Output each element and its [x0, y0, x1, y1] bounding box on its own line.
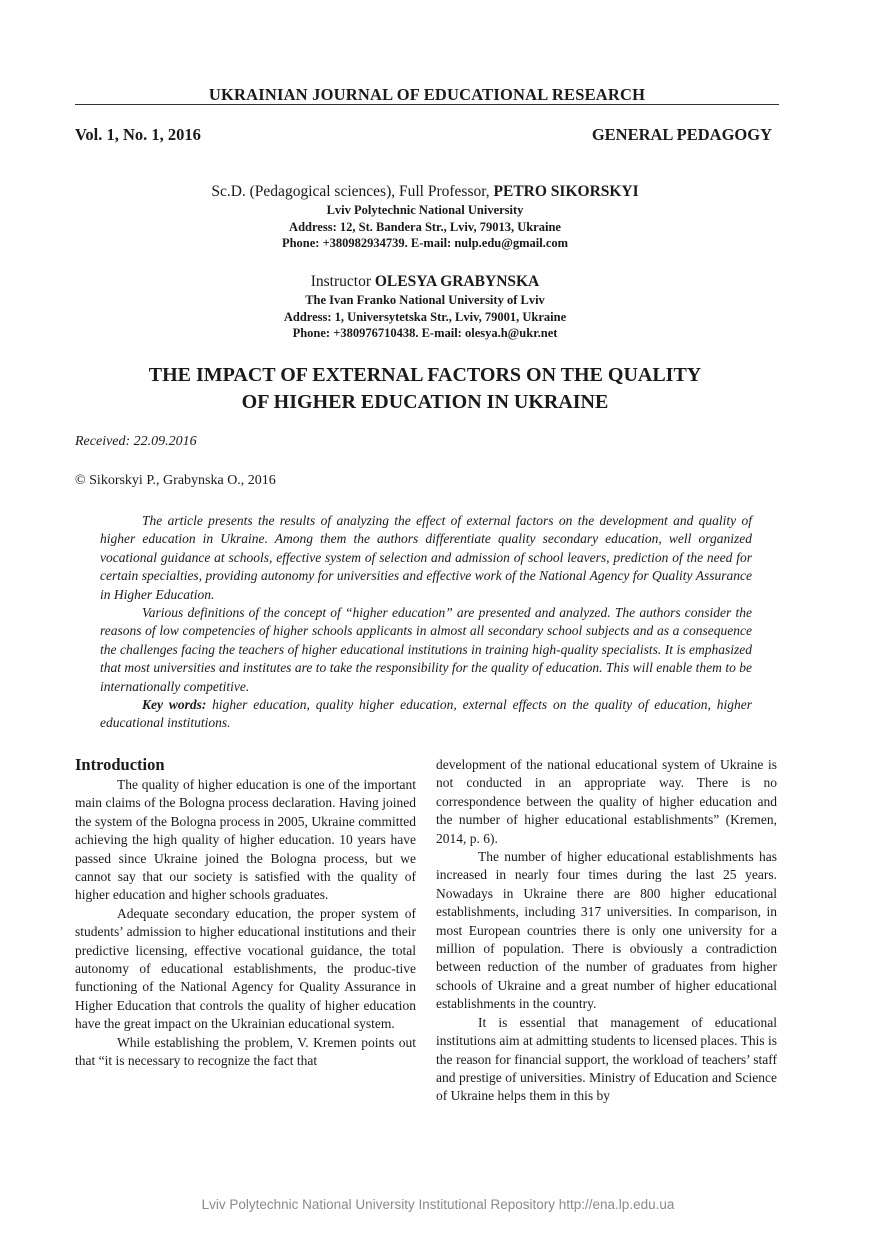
copyright-notice: © Sikorskyi P., Grabynska O., 2016 [75, 473, 276, 488]
journal-title: UKRAINIAN JOURNAL OF EDUCATIONAL RESEARCH [208, 85, 646, 104]
author-title: Instructor [310, 273, 375, 290]
section-name: GENERAL PEDAGOGY [591, 125, 772, 144]
body-column-left [75, 754, 416, 1071]
body-paragraph: development of the national educational system of Ukraine is not conducted in an appropriate way. There is no correspondence between the quality of higher education and the number of higher educational establishments” (Kremen, 2014, p. 6). [436, 757, 777, 846]
author-affiliation: The Ivan Franko National University of Lviv [305, 293, 545, 307]
author-contact: Phone: +380982934739. E-mail: nulp.edu@gmail.com [281, 236, 569, 250]
keywords-list: higher education, quality higher education, external effects on the quality of education, higher educational institutions. [100, 697, 753, 731]
abstract [100, 512, 752, 733]
volume-info: Vol. 1, No. 1, 2016 [75, 125, 201, 144]
body-paragraph: Adequate secondary education, the proper system of students’ admission to higher educational institutions and their predictive licensing, effective vocational guidance, the total autonomy of educational establishments, the produc-tive functioning of the National Agency for Quality Assurance in Higher Education that controls the quality of higher education have the great impact on the Ukrainian educational system. [75, 905, 416, 1032]
author-address: Address: 12, St. Bandera Str., Lviv, 79013, Ukraine [289, 219, 561, 234]
author-name: PETRO SIKORSKYI [493, 183, 639, 200]
paper-title-line-2: OF HIGHER EDUCATION IN UKRAINE [241, 391, 609, 413]
section-heading-introduction: Introduction [75, 755, 165, 774]
author-line-1 [75, 182, 775, 202]
author-contact: Phone: +380976710438. E-mail: olesya.h@ukr.net [292, 326, 558, 340]
author-title: Sc.D. (Pedagogical sciences), Full Professor, [211, 183, 494, 200]
abstract-paragraph-1: The article presents the results of analyzing the effect of external factors on the development and quality of higher education in Ukraine. Among them the authors differentiate quality secondary education, well organized vocational guidance at schools, effective system of selection and admission of school leavers, prediction of the need for certain specialties, providing autonomy for universities and effective work of the National Agency for Quality Assurance in Higher Education. [100, 513, 752, 602]
keywords-label: Key words [142, 697, 202, 713]
author-address: Address: 1, Universytetska Str., Lviv, 79001, Ukraine [283, 309, 567, 324]
body-column-right [436, 756, 777, 1106]
author-line-2 [75, 272, 775, 292]
paper-title [75, 362, 775, 416]
keywords-paragraph [100, 696, 752, 733]
author-block-1 [75, 182, 775, 252]
keywords-colon: : [201, 697, 207, 713]
author-affiliation: Lviv Polytechnic National University [326, 203, 524, 217]
author-name: OLESYA GRABYNSKA [374, 273, 540, 290]
body-paragraph: The number of higher educational establishments has increased in nearly four times during the last 25 years. Nowadays in Ukraine there are 800 higher educational establishments, including 317 universities. In comparison, in most European countries there is only one university for a million of population. There is obviously a contradiction between reduction of the number of graduates from higher schools of Ukraine and a great number of higher educational establishments in the country. [436, 849, 777, 1012]
body-paragraph: The quality of higher education is one of the important main claims of the Bologna process declaration. Having joined the system of the Bologna process in 2005, Ukraine committed achieving the high quality of higher education. 10 years have passed since Ukraine joined the Bologna process, but we cannot say that our society is satisfied with the quality of higher education and higher schools graduates. [75, 777, 416, 903]
body-paragraph: While establishing the problem, V. Kremen points out that “it is necessary to recognize the fact that [75, 1034, 416, 1069]
paper-title-line-1: THE IMPACT OF EXTERNAL FACTORS ON THE QUALITY [148, 364, 702, 386]
header-rule [75, 104, 779, 105]
received-date: Received: 22.09.2016 [75, 434, 197, 449]
author-block-2 [75, 272, 775, 342]
body-paragraph: It is essential that management of educational institutions aim at admitting students to licensed places. This is the reason for financial support, the workload of teachers’ staff and prestige of universities. Ministry of Education and Science of Ukraine helps them in this by [436, 1014, 777, 1104]
repository-footer: Lviv Polytechnic National University Institutional Repository http://ena.lp.edu.ua [201, 1197, 675, 1212]
abstract-paragraph-2: Various definitions of the concept of “higher education” are presented and analyzed. The authors consider the reasons of low competencies of higher schools applicants in almost all secondary school subjects and as a consequence the challenges facing the teachers of higher educational institutions in training high-quality specialists. It is emphasized that most universities and institutes are to take the responsibility for the quality of education. This will enable them to be internationally competitive. [100, 605, 752, 694]
